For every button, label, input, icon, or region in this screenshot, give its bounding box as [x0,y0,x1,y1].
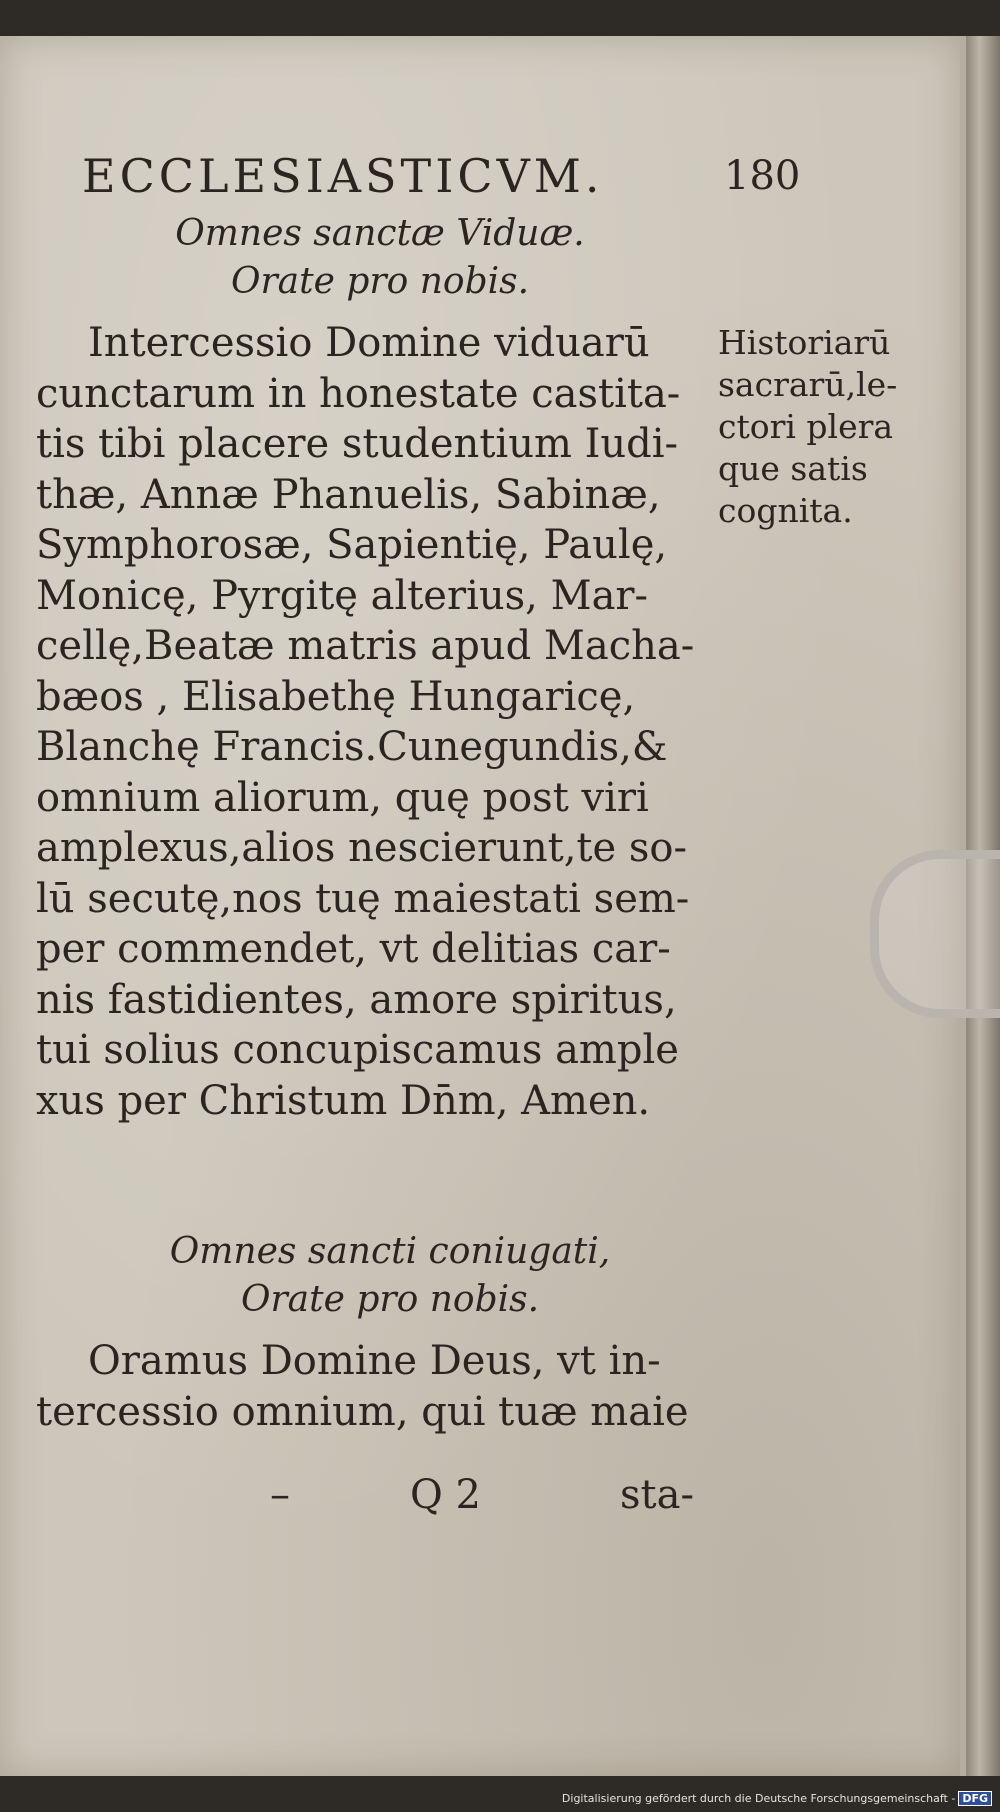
text-line: amplexus,alios nescierunt,te so- [36,825,688,871]
invocation-response: Orate pro nobis. [230,261,530,302]
margin-line: que satis [718,449,868,488]
margin-line: ctori plera [718,407,894,446]
invocation-line: Omnes sancti coniugati, [169,1231,611,1272]
text-line: tis tibi placere studentium Iudi- [36,421,679,467]
signature-mark: Q 2 [410,1472,481,1518]
running-header [82,148,802,204]
text-line: bæos , Elisabethę Hungaricę, [36,673,636,720]
invocation-widows [80,210,680,306]
invocation-response: Orate pro nobis. [240,1279,540,1320]
margin-line: cognita. [718,491,853,530]
credit-text: Digitalisierung gefördert durch die Deutsche Forschungsgemeinschaft - [561,1792,956,1805]
text-line: cellę,Beatæ matris apud Macha- [36,623,695,669]
text-line: Blanchę Francis.Cunegundis,& [36,724,668,770]
margin-line: Historiarū [718,323,891,362]
prayer-paragraph-1 [36,318,716,1126]
text-line: xus per Christum Dn̄m, Amen. [36,1077,651,1124]
text-line: Symphorosæ, Sapientię, Paulę, [36,522,668,568]
text-line: omnium aliorum, quę post viri [36,774,649,821]
text-line: per commendet, vt delitias car- [36,926,671,972]
book-clasp [870,850,1000,1018]
prayer-paragraph-2 [36,1336,716,1437]
invocation-line: Omnes sanctæ Viduæ. [175,213,585,254]
folio-number: 180 [724,153,801,199]
text-line: thæ, Annæ Phanuelis, Sabinæ, [36,471,661,518]
text-line: Intercessio Domine viduarū [88,320,650,366]
margin-line: sacrarū,le- [718,365,898,404]
digitization-credit [562,1791,992,1806]
catchline [270,1472,710,1532]
text-line: lū secutę,nos tuę maiestati sem- [36,875,690,922]
text-line: nis fastidientes, amore spiritus, [36,976,677,1023]
catch-dash: – [270,1472,290,1518]
running-title: ECCLESIASTICVM. [82,149,604,203]
text-line: cunctarum in honestate castita- [36,370,681,417]
invocation-married [90,1228,690,1324]
text-line: Monicę, Pyrgitę alterius, Mar- [36,572,649,619]
text-line: tercessio omnium, qui tuæ maie [36,1388,689,1435]
text-line: tui solius concupiscamus ample [36,1027,679,1073]
text-line: Oramus Domine Deus, vt in- [88,1338,661,1384]
catchword: sta- [620,1472,694,1518]
dfg-logo: DFG [958,1791,992,1806]
marginal-note [718,322,918,532]
